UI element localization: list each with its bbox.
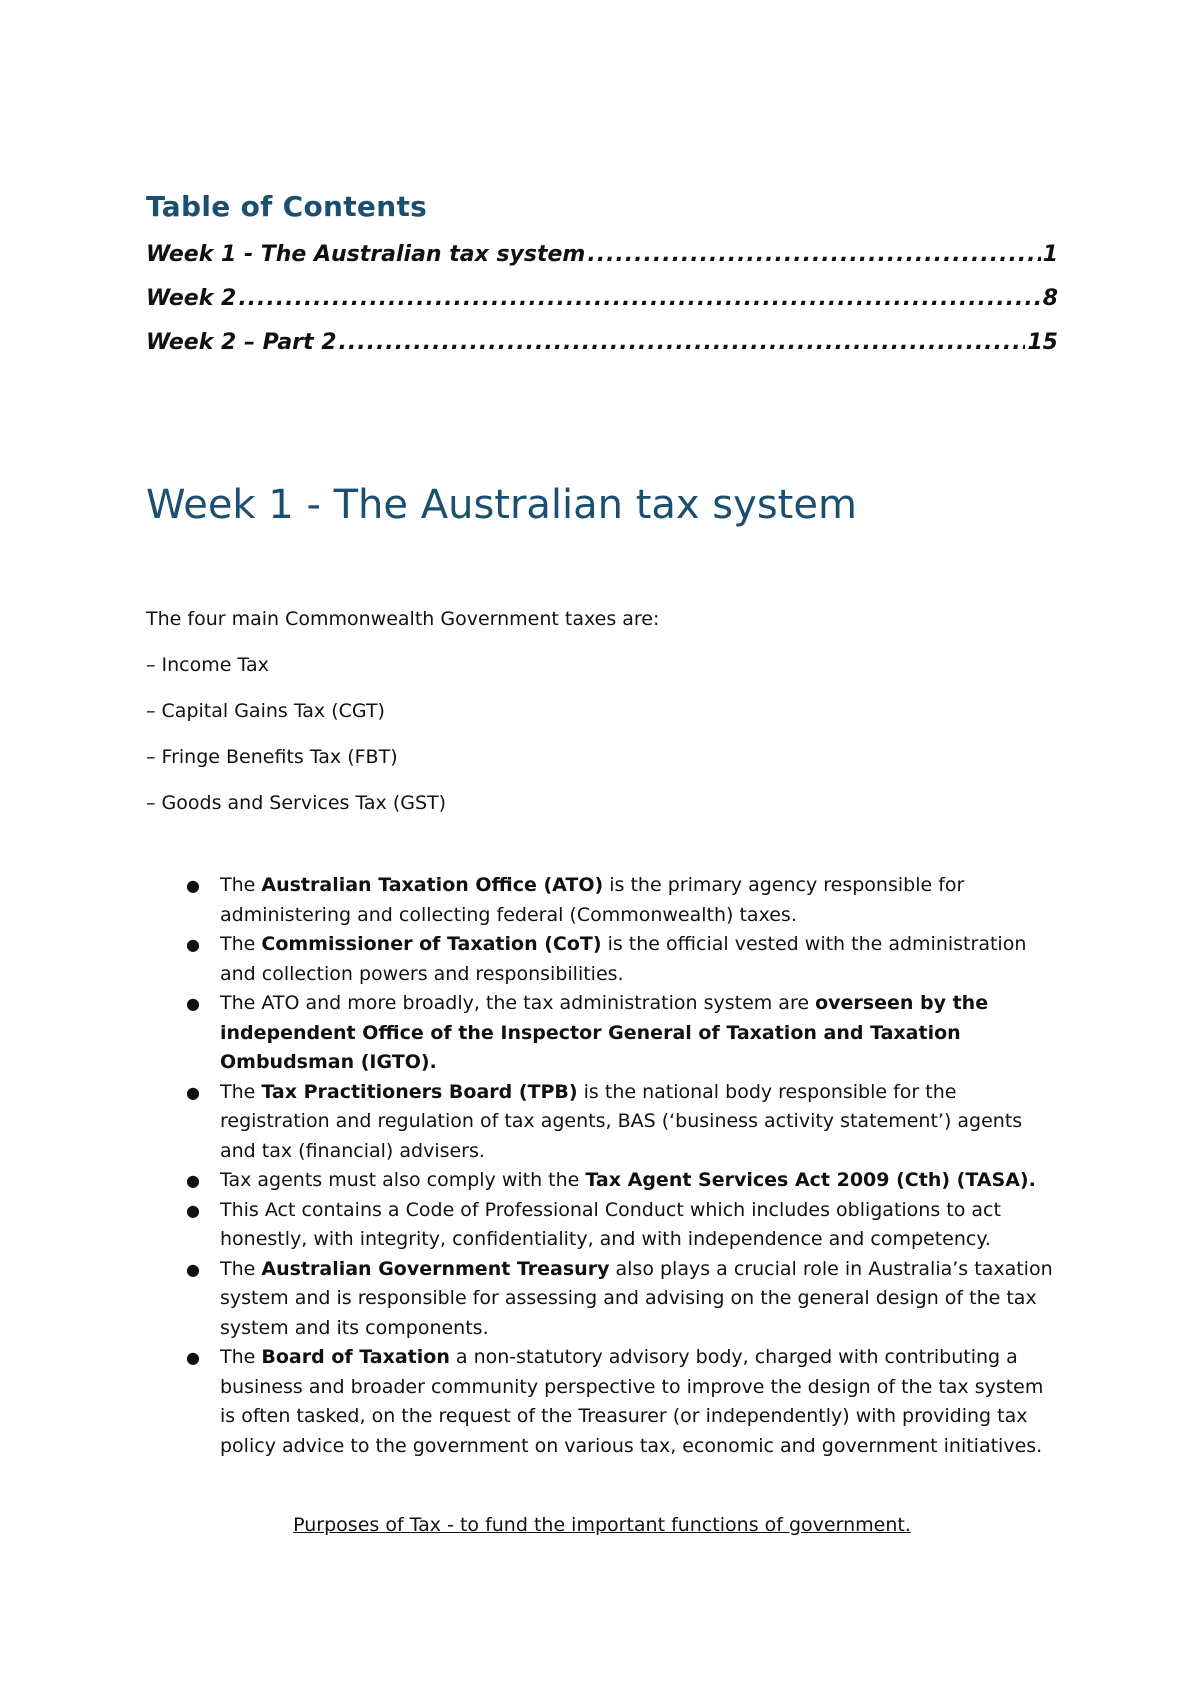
bullet-text: This Act contains a Code of Professional Conduct which includes obligations to act honestly, with integrity, confidentiality, and with independence and competency. (220, 1198, 1001, 1250)
bullet-icon: ● (186, 1259, 200, 1279)
list-item (186, 1343, 1056, 1461)
bullet-icon: ● (186, 1082, 200, 1102)
bullet-text: is the primary agency responsible for administering and collecting federal (Commonwealth) taxes. (220, 874, 965, 926)
section-heading: Week 1 - The Australian tax system (146, 482, 857, 528)
bullet-icon: ● (186, 994, 200, 1013)
toc-page-number: 1 (1042, 242, 1058, 267)
bullet-bold-text: overseen by the independent Office of the Inspector General of Taxation and Taxation Ombudsman (IGTO). (220, 992, 989, 1073)
list-item (186, 871, 1056, 930)
toc-dot-leader (587, 242, 1040, 267)
toc-entry-text: Week 2 (146, 286, 237, 311)
table-of-contents (146, 242, 1058, 374)
bullet-text: also plays a crucial role in Australia’s taxation system and is responsible for assessing and advising on the general design of the tax system and its components. (220, 1257, 1053, 1339)
list-item (186, 1196, 1056, 1255)
list-item (186, 1078, 1056, 1167)
bullet-bold-text: Tax Practitioners Board (TPB) (261, 1080, 578, 1103)
toc-page-number: 8 (1042, 286, 1058, 311)
toc-dot-leader (238, 286, 1040, 311)
list-item (186, 989, 1056, 1078)
bullet-text: The (220, 1346, 262, 1368)
bullet-bold-text: Board of Taxation (261, 1346, 450, 1368)
bullet-text: is the official vested with the administration and collection powers and responsibilities. (220, 933, 1027, 985)
toc-entry-week-2-part-2[interactable] (146, 330, 1058, 374)
list-item (186, 1255, 1056, 1344)
toc-entry-text: Week 2 – Part 2 (146, 330, 337, 355)
bullet-text: a non-statutory advisory body, charged with contributing a business and broader community perspective to improve the design of the tax system is often tasked, on the request of the Treasurer (or independently) with providing tax policy advice to the government on various tax, economic and government initiatives. (220, 1346, 1044, 1457)
toc-dot-leader (339, 330, 1026, 355)
bullet-icon: ● (186, 935, 200, 954)
tax-item: – Income Tax (146, 654, 269, 676)
toc-entry-text: Week 1 - The Australian tax system (146, 242, 586, 267)
bullet-text: is the national body responsible for the registration and regulation of tax agents, BAS (‘business activity statement’) agents and tax (financial) advisers. (220, 1080, 1023, 1162)
bullet-text: The ATO and more broadly, the tax administration system are (220, 992, 816, 1014)
bullet-bold-text: Australian Taxation Office (ATO) (261, 874, 604, 896)
toc-entry-week-2[interactable] (146, 286, 1058, 330)
bullet-list (186, 871, 1056, 1461)
bullet-bold-text: Commissioner of Taxation (CoT) (261, 933, 602, 955)
bullet-text: The (220, 1257, 262, 1280)
tax-item: – Goods and Services Tax (GST) (146, 792, 447, 814)
intro-text: The four main Commonwealth Government taxes are: (146, 608, 660, 630)
bullet-bold-text: Tax Agent Services Act 2009 (Cth) (TASA). (585, 1169, 1036, 1191)
bullet-text: Tax agents must also comply with the (220, 1169, 586, 1191)
list-item (186, 930, 1056, 989)
tax-item: – Fringe Benefits Tax (FBT) (146, 746, 398, 768)
bullet-bold-text: Australian Government Treasury (261, 1257, 610, 1280)
purpose-statement: Purposes of Tax - to fund the important functions of government. (293, 1514, 911, 1536)
toc-page-number: 15 (1027, 330, 1058, 355)
intro-block (146, 596, 1046, 826)
toc-title: Table of Contents (146, 190, 428, 223)
bullet-text: The (220, 933, 262, 955)
bullet-text: The (220, 874, 262, 896)
bullet-text: The (220, 1080, 262, 1103)
bullet-icon: ● (186, 1348, 200, 1367)
bullet-icon: ● (186, 876, 200, 895)
list-item (186, 1166, 1056, 1196)
toc-entry-week-1[interactable] (146, 242, 1058, 286)
bullet-icon: ● (186, 1200, 200, 1220)
tax-item: – Capital Gains Tax (CGT) (146, 700, 385, 722)
bullet-icon: ● (186, 1171, 200, 1190)
